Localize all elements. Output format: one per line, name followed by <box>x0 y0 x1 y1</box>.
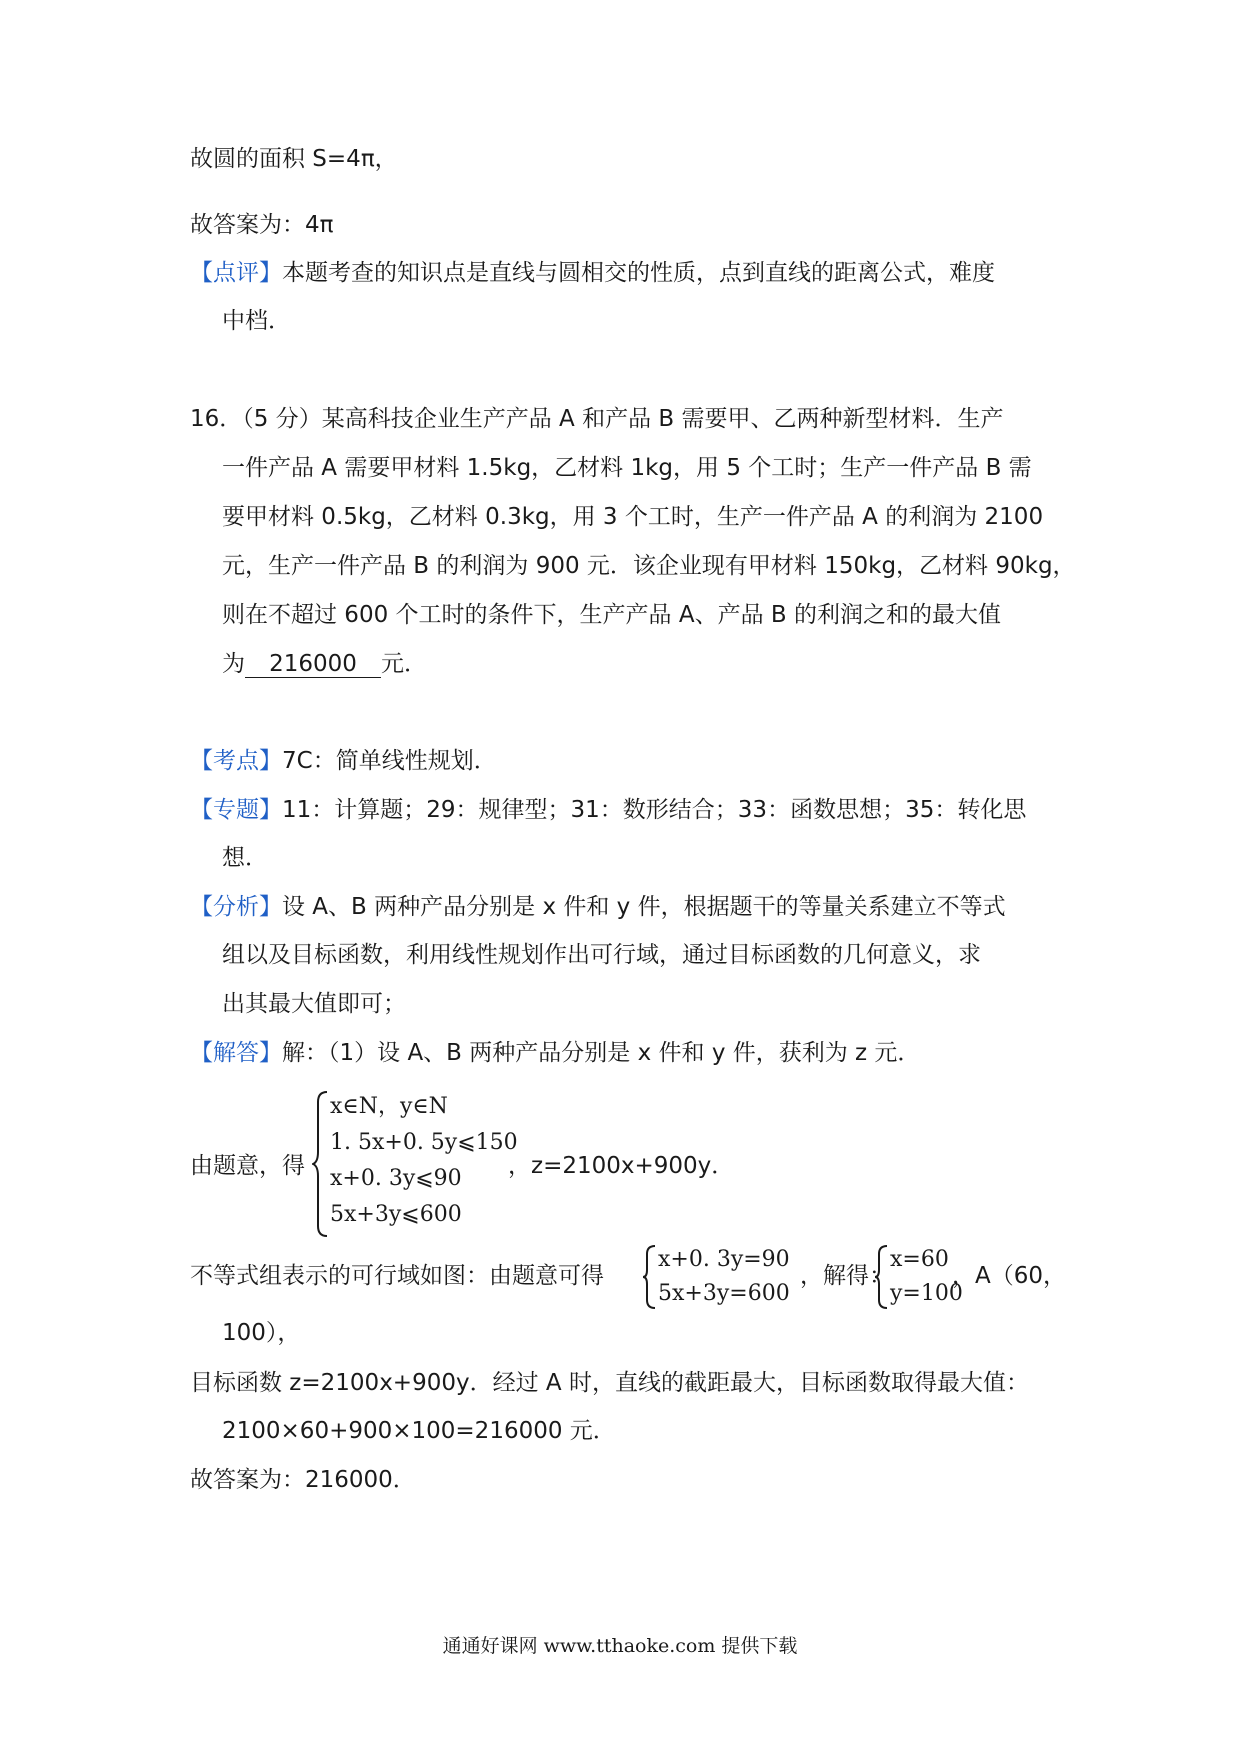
topic-line <box>190 795 1026 825</box>
knowledge-point-line <box>190 746 497 776</box>
inequality-line: x+0. 3y⩽90 <box>330 1166 462 1191</box>
text-line: ，解得： <box>800 1263 892 1289</box>
text-line: 由题意，得 <box>190 1153 305 1179</box>
text-line: 不等式组表示的可行域如图：由题意可得 <box>190 1263 604 1289</box>
section-tag-comment: 【点评】 <box>190 260 282 286</box>
section-tag-knowledge: 【考点】 <box>190 748 282 774</box>
text-line: 故答案为：216000． <box>190 1467 416 1493</box>
page-footer: 通通好课网 www.tthaoke.com 提供下载 <box>442 1635 798 1657</box>
left-brace-icon <box>312 1090 330 1238</box>
question-line: 一件产品 A 需要甲材料 1.5kg，乙材料 1kg，用 5 个工时；生产一件产品 B 需 <box>222 455 1032 481</box>
question-line <box>222 649 427 679</box>
question-text: 元． <box>381 651 427 677</box>
left-brace-icon <box>642 1244 658 1310</box>
section-tag-analysis: 【分析】 <box>190 894 282 920</box>
analysis-line <box>190 892 1006 922</box>
question-line: 要甲材料 0.5kg，乙材料 0.3kg，用 3 个工时，生产一件产品 A 的利润为 2100 <box>222 504 1044 530</box>
inequality-line: 1. 5x+0. 5y⩽150 <box>330 1130 518 1155</box>
comment-text: 本题考查的知识点是直线与圆相交的性质，点到直线的距离公式，难度 <box>282 260 995 286</box>
text-line: ，z=2100x+900y． <box>508 1153 735 1179</box>
left-brace-icon <box>874 1244 890 1310</box>
comment-line <box>190 258 995 288</box>
equation-line: 5x+3y=600 <box>658 1281 790 1306</box>
solution-text: 解：（1）设 A、B 两种产品分别是 x 件和 y 件，获利为 z 元． <box>282 1040 921 1066</box>
inequality-line: 5x+3y⩽600 <box>330 1202 462 1227</box>
solution-line <box>190 1038 920 1068</box>
equation-line: x=60 <box>890 1247 949 1272</box>
question-text: 为 <box>222 651 245 677</box>
equation-line: x+0. 3y=90 <box>658 1247 790 1272</box>
analysis-text: 设 A、B 两种产品分别是 x 件和 y 件，根据题干的等量关系建立不等式 <box>282 894 1006 920</box>
text-line: 想． <box>222 845 268 871</box>
text-line: 故答案为：4π <box>190 212 334 238</box>
inequality-line: x∈N，y∈N <box>330 1094 448 1119</box>
text-line: 目标函数 z=2100x+900y．经过 A 时，直线的截距最大，目标函数取得最大值： <box>190 1370 1029 1396</box>
text-line: 组以及目标函数，利用线性规划作出可行域，通过目标函数的几何意义，求 <box>222 942 981 968</box>
text-line: 100）， <box>222 1320 301 1346</box>
text-line: 故圆的面积 S=4π， <box>190 146 398 172</box>
section-tag-topic: 【专题】 <box>190 797 282 823</box>
question-line: 元，生产一件产品 B 的利润为 900 元．该企业现有甲材料 150kg，乙材料 90kg， <box>222 553 1076 579</box>
text-line: ，A（60， <box>952 1263 1067 1289</box>
text-line: 出其最大值即可； <box>222 991 406 1017</box>
section-tag-solution: 【解答】 <box>190 1040 282 1066</box>
topic-text: 11：计算题；29：规律型；31：数形结合；33：函数思想；35：转化思 <box>282 797 1027 823</box>
question-line: 则在不超过 600 个工时的条件下，生产产品 A、产品 B 的利润之和的最大值 <box>222 602 1001 628</box>
answer-blank: 216000 <box>245 651 381 678</box>
text-line: 中档． <box>222 308 291 334</box>
knowledge-text: 7C：简单线性规划． <box>282 748 497 774</box>
question-line: 16．（5 分）某高科技企业生产产品 A 和产品 B 需要甲、乙两种新型材料．生产 <box>190 406 1004 432</box>
text-line: 2100×60+900×100=216000 元． <box>222 1418 616 1444</box>
equation-line: y=100 <box>890 1281 963 1306</box>
